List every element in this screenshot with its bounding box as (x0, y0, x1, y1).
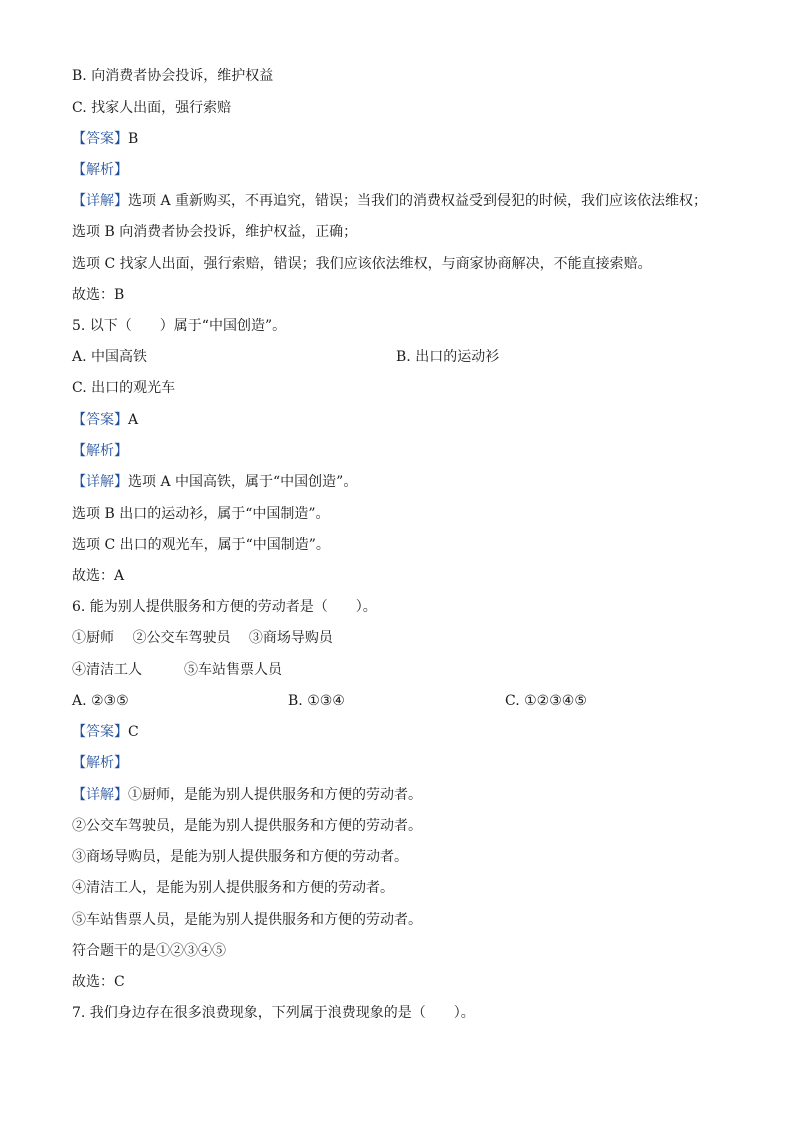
q6-items-1: ①厨师 ②公交车驾驶员 ③商场导购员 (72, 630, 333, 646)
q6-stem: 6. 能为别人提供服务和方便的劳动者是（ ）。 (72, 599, 377, 615)
answer-tag: 【答案】 (72, 131, 128, 147)
q6-summary: 符合题干的是①②③④⑤ (72, 943, 226, 959)
detail-tag: 【详解】 (72, 787, 128, 803)
q6-detail-3: ③商场导购员，是能为别人提供服务和方便的劳动者。 (72, 849, 408, 865)
q4-answer-line (72, 129, 138, 149)
answer-tag: 【答案】 (72, 412, 128, 428)
q4-detail-1: 【详解】选项 A 重新购买，不再追究，错误；当我们的消费权益受到侵犯的时候，我们应该依法维权； (72, 193, 708, 209)
q5-option-c: C. 出口的观光车 (72, 380, 176, 396)
answer-value: B (128, 131, 139, 147)
q5-analysis-tag: 【解析】 (72, 443, 128, 459)
detail-tag: 【详解】 (72, 474, 128, 490)
q5-option-b: B. 出口的运动衫 (396, 349, 500, 365)
q6-detail-2: ②公交车驾驶员，是能为别人提供服务和方便的劳动者。 (72, 818, 422, 834)
q5-detail-3: 选项 C 出口的观光车，属于“中国制造”。 (72, 537, 330, 553)
q4-detail-2: 选项 B 向消费者协会投诉，维护权益，正确； (72, 224, 358, 240)
q6-items-2: ④清洁工人 ⑤车站售票人员 (72, 662, 282, 678)
q5-conclusion: 故选：A (72, 568, 125, 584)
q6-option-a: A. ②③⑤ (72, 693, 129, 709)
q5-answer-line (72, 410, 138, 430)
answer-value: C (128, 724, 139, 740)
detail-tag: 【详解】 (72, 193, 128, 209)
q4-analysis-tag: 【解析】 (72, 162, 128, 178)
q6-option-b: B. ①③④ (288, 693, 345, 709)
q6-detail-5: ⑤车站售票人员，是能为别人提供服务和方便的劳动者。 (72, 912, 422, 928)
q5-detail-1: 【详解】选项 A 中国高铁，属于“中国创造”。 (72, 474, 358, 490)
q7-stem: 7. 我们身边存在很多浪费现象，下列属于浪费现象的是（ ）。 (72, 1005, 475, 1021)
q6-detail-4: ④清洁工人，是能为别人提供服务和方便的劳动者。 (72, 880, 394, 896)
q4-option-b: B. 向消费者协会投诉，维护权益 (72, 68, 274, 84)
q5-stem: 5. 以下（ ）属于“中国创造”。 (72, 318, 287, 334)
q6-detail-1: 【详解】①厨师，是能为别人提供服务和方便的劳动者。 (72, 787, 422, 803)
q5-option-a: A. 中国高铁 (72, 349, 148, 365)
q6-option-c: C. ①②③④⑤ (505, 693, 587, 709)
q5-detail-2: 选项 B 出口的运动衫，属于“中国制造”。 (72, 506, 330, 522)
q4-detail-3: 选项 C 找家人出面，强行索赔，错误；我们应该依法维权，与商家协商解决，不能直接索赔。 (72, 256, 652, 272)
q6-analysis-tag: 【解析】 (72, 755, 128, 771)
answer-tag: 【答案】 (72, 724, 128, 740)
q4-conclusion: 故选：B (72, 287, 125, 303)
answer-value: A (128, 412, 139, 428)
q4-option-c: C. 找家人出面，强行索赔 (72, 100, 232, 116)
q6-answer-line (72, 722, 139, 742)
q6-conclusion: 故选：C (72, 974, 125, 990)
